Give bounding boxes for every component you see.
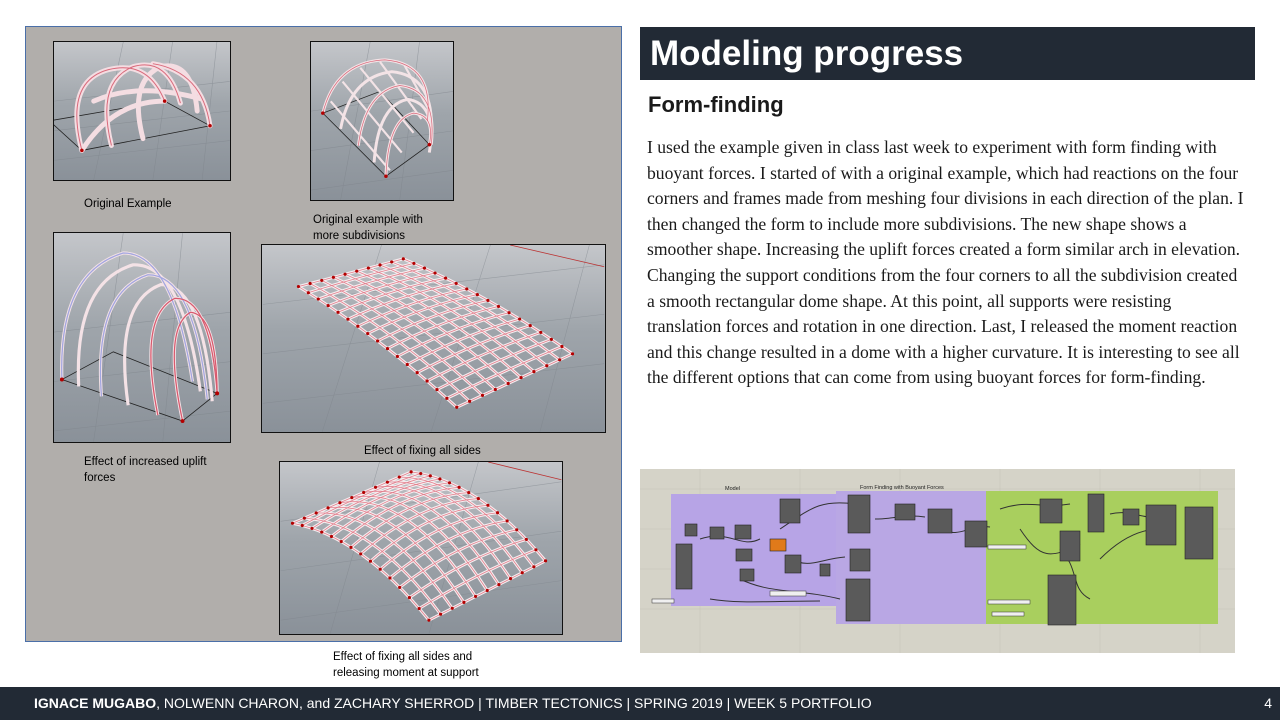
support-point [315, 511, 318, 514]
support-point [378, 263, 381, 266]
gridshell-member [417, 326, 530, 373]
gridshell-member [447, 347, 562, 399]
support-point [532, 565, 535, 568]
support-point [379, 568, 382, 571]
group-form-label: Form Finding with Buoyant Forces [860, 485, 944, 491]
support-point [418, 607, 421, 610]
support-point [386, 347, 389, 350]
support-point [376, 339, 379, 342]
support-point [474, 595, 477, 598]
support-point [455, 282, 458, 285]
support-point [386, 481, 389, 484]
support-point [425, 379, 428, 382]
support-point [343, 273, 346, 276]
page-number: 4 [1264, 695, 1272, 711]
support-point [309, 282, 312, 285]
support-point [429, 474, 432, 477]
group-model-box [671, 494, 836, 606]
support-point [558, 358, 561, 361]
support-point [367, 267, 370, 270]
support-point [398, 586, 401, 589]
support-point [518, 317, 521, 320]
group-model-label: Model [725, 486, 740, 492]
support-point [486, 589, 489, 592]
support-point [330, 535, 333, 538]
gridshell-member [457, 354, 573, 407]
support-point [408, 596, 411, 599]
support-point [462, 601, 465, 604]
support-point [494, 388, 497, 391]
caption-more-subdivisions [313, 212, 423, 244]
caption-released-moment [333, 649, 479, 681]
support-point [448, 481, 451, 484]
dome-mesh [291, 470, 547, 621]
support-point [433, 271, 436, 274]
support-point [317, 297, 320, 300]
grasshopper-definition [640, 469, 1235, 653]
support-point [326, 506, 329, 509]
support-point [374, 486, 377, 489]
support-point [509, 577, 512, 580]
support-point [390, 260, 393, 263]
support-point [435, 388, 438, 391]
caption-line: Effect of increased uplift [84, 456, 207, 468]
arch-render-uplift [54, 233, 230, 442]
support-point [412, 262, 415, 265]
caption-line: releasing moment at support [333, 667, 479, 679]
support-point [427, 619, 430, 622]
support-point [486, 299, 489, 302]
viewport-original-example [53, 41, 231, 181]
support-point [301, 524, 304, 527]
arch-render-subdivisions [311, 42, 453, 200]
gridshell-member [437, 339, 551, 389]
support-point [350, 496, 353, 499]
support-point [550, 338, 553, 341]
support-point [521, 571, 524, 574]
support-point [359, 552, 362, 555]
support-point [507, 382, 510, 385]
viewport-more-subdivisions [310, 41, 454, 201]
support-point [534, 548, 537, 551]
support-point [416, 371, 419, 374]
support-point [481, 394, 484, 397]
support-point [366, 332, 369, 335]
support-point [539, 331, 542, 334]
support-point [310, 527, 313, 530]
support-point [477, 497, 480, 500]
support-point [336, 311, 339, 314]
support-point [419, 472, 422, 475]
viewport-released-moment [279, 461, 563, 635]
support-point [476, 293, 479, 296]
support-point [291, 522, 294, 525]
support-point [486, 504, 489, 507]
support-point [303, 517, 306, 520]
support-point [396, 355, 399, 358]
caption-increased-uplift [84, 454, 207, 486]
gridshell-member [298, 259, 403, 287]
support-point [445, 397, 448, 400]
model-images-panel [25, 26, 622, 642]
footer-author-lead: IGNACE MUGABO [34, 695, 157, 711]
support-point [458, 486, 461, 489]
support-point [362, 491, 365, 494]
body-paragraph: I used the example given in class last week to experiment with form finding with buoyant forces. I started of with a original example, which had reactions on the four corners and frames made from meshing four divisions in each direction of the plan. I then changed the form to include more subdivisions. The new shape shows a smoother shape. Increasing the uplift forces created a form similar arch in elevation. Changing the support conditions from the four corners to all the subdivision created a smooth rectangular dome shape. At this point, all supports were resisting translation forces and rotation in one direction. Last, I released the moment reaction and this change resulted in a dome with a higher curvature. It is interesting to see all the different options that can come from using buoyant forces for form-finding. [647, 137, 1244, 388]
support-point [355, 270, 358, 273]
support-point [560, 345, 563, 348]
support-point [544, 559, 547, 562]
support-point [320, 530, 323, 533]
support-point [525, 538, 528, 541]
viewport-increased-uplift [53, 232, 231, 443]
support-point [497, 305, 500, 308]
support-point [320, 279, 323, 282]
caption-fixing-all-sides: Effect of fixing all sides [364, 445, 481, 457]
support-point [340, 540, 343, 543]
dome-mesh [297, 257, 574, 409]
support-point [571, 352, 574, 355]
support-point [369, 560, 372, 563]
support-point [529, 324, 532, 327]
support-point [506, 519, 509, 522]
support-point [507, 311, 510, 314]
support-point [398, 475, 401, 478]
support-point [388, 576, 391, 579]
slide-title: Modeling progress [650, 34, 964, 73]
caption-line: Original example with [313, 214, 423, 226]
support-point [332, 276, 335, 279]
section-heading: Form-finding [648, 92, 784, 117]
arch-render-original [54, 42, 230, 180]
dome-render-fixed [262, 245, 605, 432]
support-point [307, 291, 310, 294]
support-point [338, 501, 341, 504]
support-point [327, 304, 330, 307]
support-point [515, 528, 518, 531]
footer-credits [34, 695, 872, 711]
support-point [356, 325, 359, 328]
support-point [545, 364, 548, 367]
support-point [349, 546, 352, 549]
footer-course-info: , NOLWENN CHARON, and ZACHARY SHERROD | TIMBER TECTONICS | SPRING 2019 | WEEK 5 PORTFOLIO [156, 695, 872, 711]
support-point [346, 318, 349, 321]
caption-line: forces [84, 472, 116, 484]
grasshopper-orange-node [770, 539, 786, 551]
caption-line: Effect of fixing all sides and [333, 651, 473, 663]
title-bar [640, 27, 1255, 80]
caption-line: more subdivisions [313, 230, 406, 242]
dome-render-released [280, 462, 562, 634]
footer-bar [0, 687, 1280, 720]
viewport-fixing-all-sides [261, 244, 606, 433]
support-point [465, 287, 468, 290]
support-point [451, 607, 454, 610]
support-point [297, 285, 300, 288]
support-point [467, 491, 470, 494]
support-point [438, 477, 441, 480]
gridshell-member [427, 332, 541, 381]
support-point [444, 277, 447, 280]
grasshopper-canvas [640, 469, 1235, 653]
support-point [423, 267, 426, 270]
caption-original-example: Original Example [84, 198, 172, 210]
support-point [439, 613, 442, 616]
support-point [455, 406, 458, 409]
support-point [406, 363, 409, 366]
support-point [402, 257, 405, 260]
support-point [496, 511, 499, 514]
support-point [468, 400, 471, 403]
support-point [497, 583, 500, 586]
support-point [532, 370, 535, 373]
gridshell-member [308, 263, 414, 292]
support-point [410, 470, 413, 473]
support-point [519, 376, 522, 379]
